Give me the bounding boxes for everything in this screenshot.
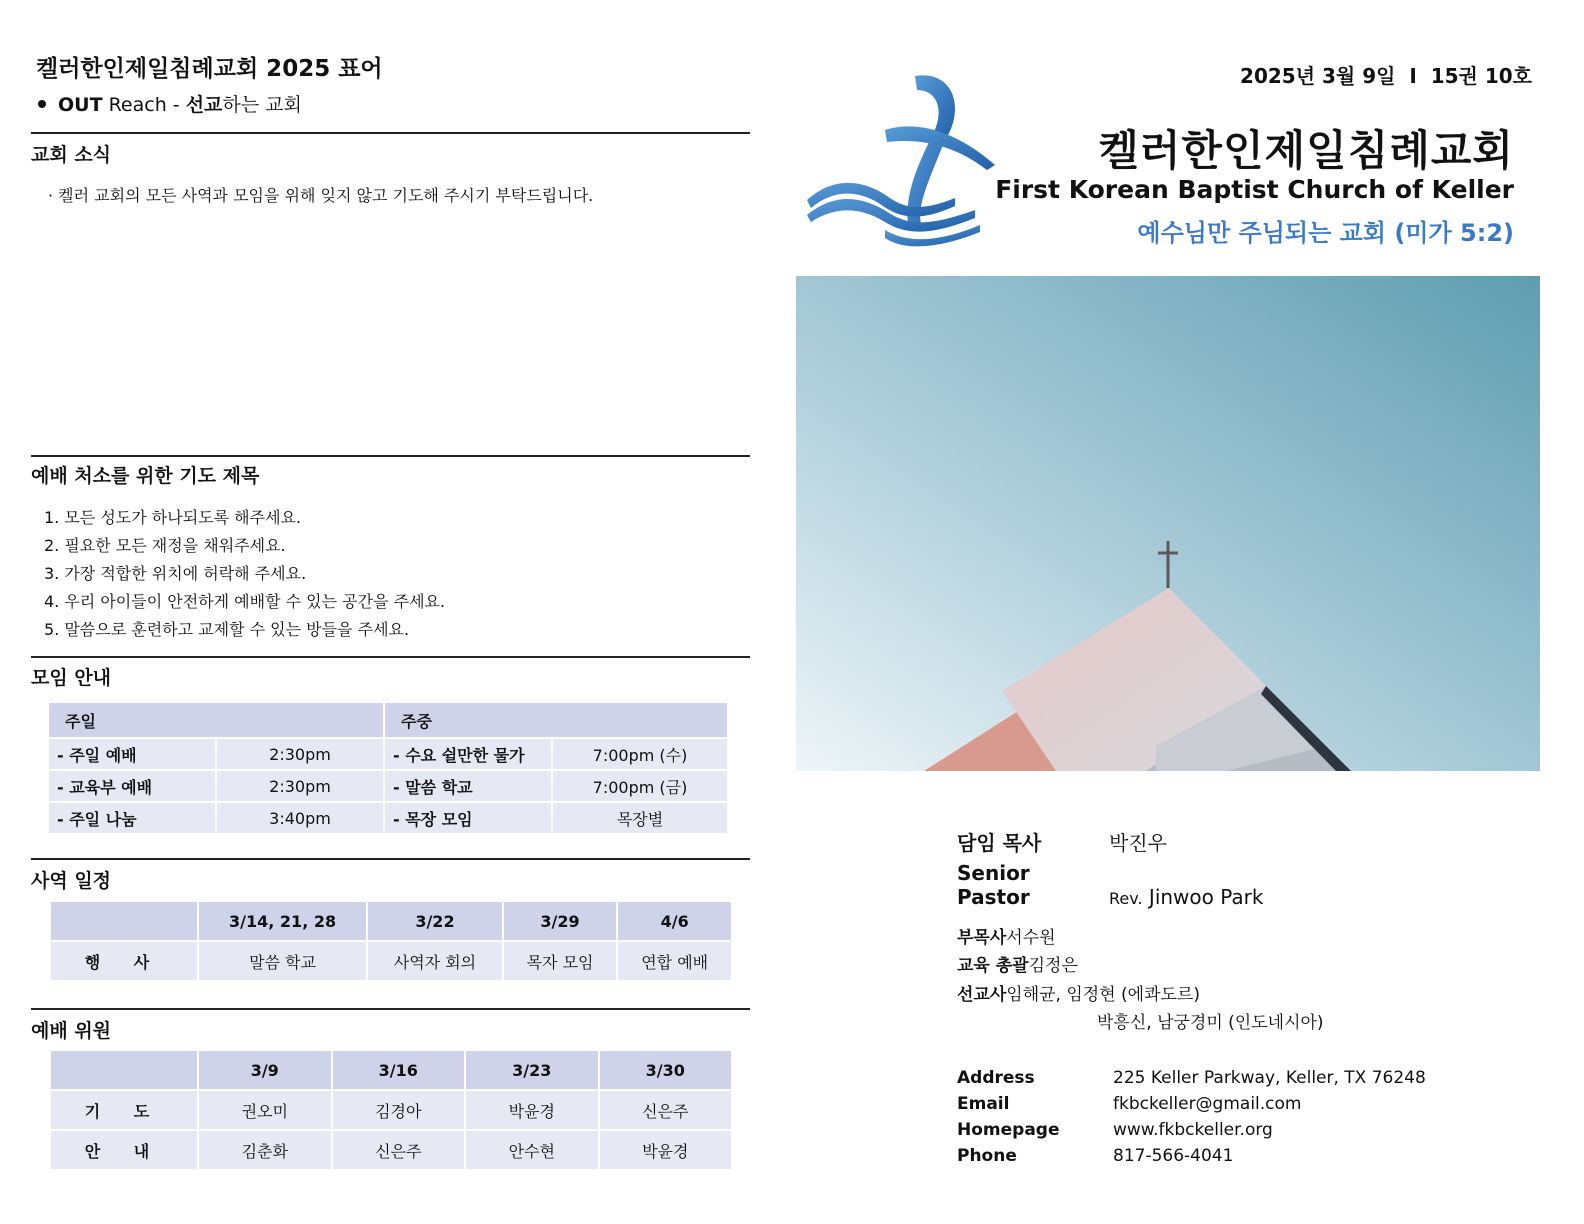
table-row — [51, 1091, 731, 1129]
motto-bullet — [36, 90, 302, 117]
assoc-row — [957, 923, 1056, 948]
address-label: Address — [957, 1068, 1035, 1088]
church-name-korean: 켈러한인제일침례교회 — [1098, 126, 1514, 175]
prayer-item: 1. 모든 성도가 하나되도록 해주세요. — [44, 508, 302, 527]
committee-name: 박윤경 — [600, 1131, 732, 1169]
prayer-item: 3. 가장 적합한 위치에 허락해 주세요. — [44, 564, 307, 583]
motto-church: 하는 교회 — [222, 94, 302, 116]
table-row — [49, 703, 727, 737]
meetings-header-sunday: 주일 — [49, 703, 383, 737]
ministry-date: 4/6 — [618, 902, 731, 940]
church-logo-icon — [805, 70, 1005, 252]
ministry-date: 3/29 — [504, 902, 617, 940]
table-row — [51, 902, 731, 940]
ministry-row-label: 행 사 — [51, 942, 197, 980]
committee-name: 신은주 — [333, 1131, 465, 1169]
edu-row — [957, 951, 1078, 976]
edu-label: 교육 총괄 — [957, 956, 1029, 976]
phone-label: Phone — [957, 1146, 1017, 1166]
table-row — [51, 942, 731, 980]
prayer-item: 4. 우리 아이들이 안전하게 예배할 수 있는 공간을 주세요. — [44, 592, 446, 611]
address-row — [957, 1068, 1426, 1088]
divider — [31, 1008, 750, 1010]
edu-name: 김정은 — [1028, 956, 1078, 976]
bullet-dot-icon — [38, 100, 46, 108]
meeting-label: - 수요 쉴만한 물가 — [385, 739, 551, 769]
committee-name: 권오미 — [199, 1091, 331, 1129]
assoc-name: 서수원 — [1006, 928, 1056, 948]
meeting-time: 2:30pm — [217, 771, 383, 801]
meeting-label: - 주일 나눔 — [49, 803, 215, 833]
pastor-ko-row — [957, 827, 1167, 856]
pastor-ko-label: 담임 목사 — [957, 831, 1042, 855]
ministry-event: 연합 예배 — [618, 942, 731, 980]
meetings-header-weekday: 주중 — [385, 703, 727, 737]
committee-name: 김춘화 — [199, 1131, 331, 1169]
meeting-time: 2:30pm — [217, 739, 383, 769]
meeting-label: - 목장 모임 — [385, 803, 551, 833]
committee-row-label: 안 내 — [51, 1131, 197, 1169]
committee-date: 3/30 — [600, 1051, 732, 1089]
missionary-name: 박흥신, 남궁경미 (인도네시아) — [1097, 1013, 1324, 1033]
phone-value: 817-566-4041 — [1113, 1146, 1234, 1166]
ministry-event: 목자 모임 — [504, 942, 617, 980]
pastor-ko-name: 박진우 — [1109, 831, 1167, 855]
ministry-title: 사역 일정 — [31, 870, 112, 892]
email-row — [957, 1094, 1302, 1114]
missionary-label: 선교사 — [957, 985, 1007, 1005]
church-name-english: First Korean Baptist Church of Keller — [995, 175, 1514, 204]
email-label: Email — [957, 1094, 1010, 1114]
prayer-item: 5. 말씀으로 훈련하고 교제할 수 있는 방들을 주세요. — [44, 620, 410, 639]
homepage-row — [957, 1120, 1273, 1140]
pastor-en-label: Senior Pastor — [957, 861, 1030, 909]
meeting-time: 목장별 — [553, 803, 727, 833]
table-row — [49, 739, 727, 769]
table-row — [51, 1051, 731, 1089]
meeting-time: 7:00pm (수) — [553, 739, 727, 769]
meeting-label: - 교육부 예배 — [49, 771, 215, 801]
table-row — [49, 771, 727, 801]
ministry-event: 사역자 회의 — [368, 942, 502, 980]
motto-title: 켈러한인제일침례교회 2025 표어 — [36, 56, 383, 82]
committee-date: 3/16 — [333, 1051, 465, 1089]
prayer-list — [44, 504, 445, 644]
meeting-time: 7:00pm (금) — [553, 771, 727, 801]
phone-row — [957, 1146, 1233, 1166]
committee-name: 김경아 — [333, 1091, 465, 1129]
ministry-date: 3/22 — [368, 902, 502, 940]
committee-date: 3/9 — [199, 1051, 331, 1089]
news-title: 교회 소식 — [31, 144, 112, 166]
committee-row-label: 기 도 — [51, 1091, 197, 1129]
pastor-en-prefix: Rev. — [1109, 889, 1143, 908]
missionary-row — [957, 980, 1200, 1005]
church-roof-photo — [796, 276, 1540, 771]
table-corner — [51, 1051, 197, 1089]
table-row — [51, 1131, 731, 1169]
committee-name: 박윤경 — [466, 1091, 598, 1129]
church-motto: 예수님만 주님되는 교회 (미가 5:2) — [1137, 219, 1514, 247]
ministry-date: 3/14, 21, 28 — [199, 902, 366, 940]
ministry-event: 말씀 학교 — [199, 942, 366, 980]
table-row — [49, 803, 727, 833]
committee-name: 신은주 — [600, 1091, 732, 1129]
issue-date: 2025년 3월 9일 I 15권 10호 — [1240, 64, 1532, 88]
address-value: 225 Keller Parkway, Keller, TX 76248 — [1113, 1068, 1426, 1088]
divider — [31, 132, 750, 134]
meeting-time: 3:40pm — [217, 803, 383, 833]
committee-date: 3/23 — [466, 1051, 598, 1089]
meetings-table — [47, 701, 729, 835]
prayer-title: 예배 처소를 위한 기도 제목 — [31, 465, 260, 487]
assoc-label: 부목사 — [957, 928, 1007, 948]
divider — [31, 656, 750, 658]
motto-reach: Reach - — [102, 94, 186, 116]
pastor-en-row — [957, 861, 1263, 909]
committee-table — [49, 1049, 733, 1171]
divider — [31, 455, 750, 457]
pastor-en-name: Jinwoo Park — [1142, 885, 1264, 909]
motto-out: OUT — [58, 94, 103, 116]
meeting-label: - 주일 예배 — [49, 739, 215, 769]
motto-mission: 선교 — [185, 94, 223, 116]
divider — [31, 858, 750, 860]
news-text: · 켈러 교회의 모든 사역과 모임을 위해 잊지 않고 기도해 주시기 부탁드립니다. — [48, 186, 594, 205]
committee-title: 예배 위원 — [31, 1020, 112, 1042]
homepage-label: Homepage — [957, 1120, 1060, 1140]
committee-name: 안수현 — [466, 1131, 598, 1169]
prayer-item: 2. 필요한 모든 재정을 채워주세요. — [44, 536, 286, 555]
ministry-table — [49, 900, 733, 982]
table-corner — [51, 902, 197, 940]
meetings-title: 모임 안내 — [31, 667, 112, 689]
missionary-name: 임해균, 임정현 (에콰도르) — [1006, 985, 1200, 1005]
email-value[interactable]: fkbckeller@gmail.com — [1113, 1094, 1302, 1114]
meeting-label: - 말씀 학교 — [385, 771, 551, 801]
homepage-link[interactable]: www.fkbckeller.org — [1113, 1120, 1273, 1140]
